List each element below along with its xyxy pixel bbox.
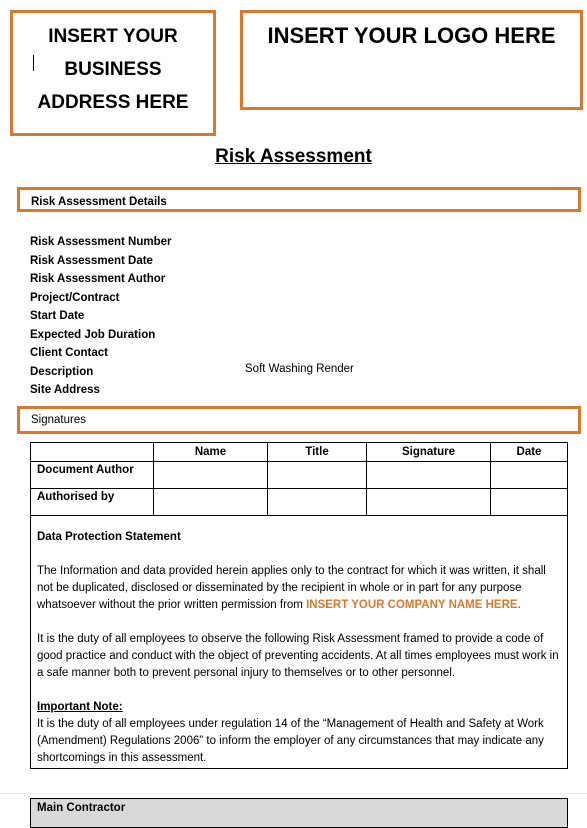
company-name-placeholder: INSERT YOUR COMPANY NAME HERE. <box>306 599 521 611</box>
signatures-table <box>30 442 568 516</box>
important-note-text: It is the duty of all employees under regulation 14 of the “Management of Health and Safety at Work (Amendment) Regulations 2006” to inform the employer of any circumstances that may indicate any shortcomings in this assessment. <box>37 718 544 764</box>
col-header-blank <box>31 443 154 462</box>
field-site-address: Site Address <box>30 384 100 396</box>
signatures-section-header <box>17 406 581 434</box>
cell-authorised-date[interactable] <box>491 489 568 516</box>
field-client-contact: Client Contact <box>30 347 108 359</box>
page-divider <box>0 793 587 794</box>
logo-placeholder-box <box>240 10 583 110</box>
cell-author-signature[interactable] <box>367 462 491 489</box>
row-label-document-author: Document Author <box>31 462 154 489</box>
main-contractor-section-bar <box>30 798 568 828</box>
col-header-signature: Signature <box>367 443 491 462</box>
cell-authorised-title[interactable] <box>268 489 367 516</box>
field-project-contract: Project/Contract <box>30 291 120 304</box>
cell-authorised-name[interactable] <box>154 489 268 516</box>
data-protection-paragraph-1: The Information and data provided herein applies only to the contract for which it was written, it shall not be duplicated, disclosed or disseminated by the recipient in whole or in part for any purpose whatsoever without the prior written permission from INSERT YOUR COMPANY NAME HERE. <box>37 565 546 611</box>
data-protection-heading: Data Protection Statement <box>37 531 181 543</box>
data-protection-paragraph-2: It is the duty of all employees to observe the following Risk Assessment framed to provide a code of good practice and conduct with the object of preventing accidents. At all times employees must work in a safe manner both to prevent personal injury to themselves or to other personnel. <box>37 633 559 679</box>
business-address-text <box>13 20 213 119</box>
field-risk-assessment-number: Risk Assessment Number <box>30 236 172 248</box>
main-contractor-heading: Main Contractor <box>37 802 126 814</box>
col-header-date: Date <box>491 443 568 462</box>
address-line-3: ADDRESS HERE <box>37 92 189 113</box>
business-address-box <box>10 10 216 136</box>
col-header-title: Title <box>268 443 367 462</box>
address-line-1: INSERT YOUR <box>48 26 178 47</box>
field-risk-assessment-author: Risk Assessment Author <box>30 273 166 285</box>
cell-author-title[interactable] <box>268 462 367 489</box>
details-section-header <box>17 187 581 212</box>
cell-author-name[interactable] <box>154 462 268 489</box>
col-header-name: Name <box>154 443 268 462</box>
description-value[interactable]: Soft Washing Render <box>245 363 354 375</box>
field-risk-assessment-date: Risk Assessment Date <box>30 254 153 267</box>
text-cursor <box>33 55 34 71</box>
details-field-list <box>30 234 171 401</box>
signatures-header-row <box>31 443 568 462</box>
table-row <box>31 489 568 516</box>
field-start-date: Start Date <box>30 310 85 322</box>
cell-author-date[interactable] <box>491 462 568 489</box>
table-row <box>31 462 568 489</box>
field-description: Description <box>30 365 94 378</box>
signatures-section-heading: Signatures <box>31 414 86 426</box>
row-label-authorised-by: Authorised by <box>31 489 154 516</box>
logo-placeholder-text: INSERT YOUR LOGO HERE <box>267 23 556 48</box>
important-note-heading: Important Note: <box>37 701 123 713</box>
data-protection-box <box>30 513 568 769</box>
address-line-2: BUSINESS <box>64 59 162 80</box>
document-title: Risk Assessment <box>215 146 372 167</box>
field-expected-job-duration: Expected Job Duration <box>30 328 156 341</box>
cell-authorised-signature[interactable] <box>367 489 491 516</box>
details-section-heading: Risk Assessment Details <box>31 196 167 207</box>
